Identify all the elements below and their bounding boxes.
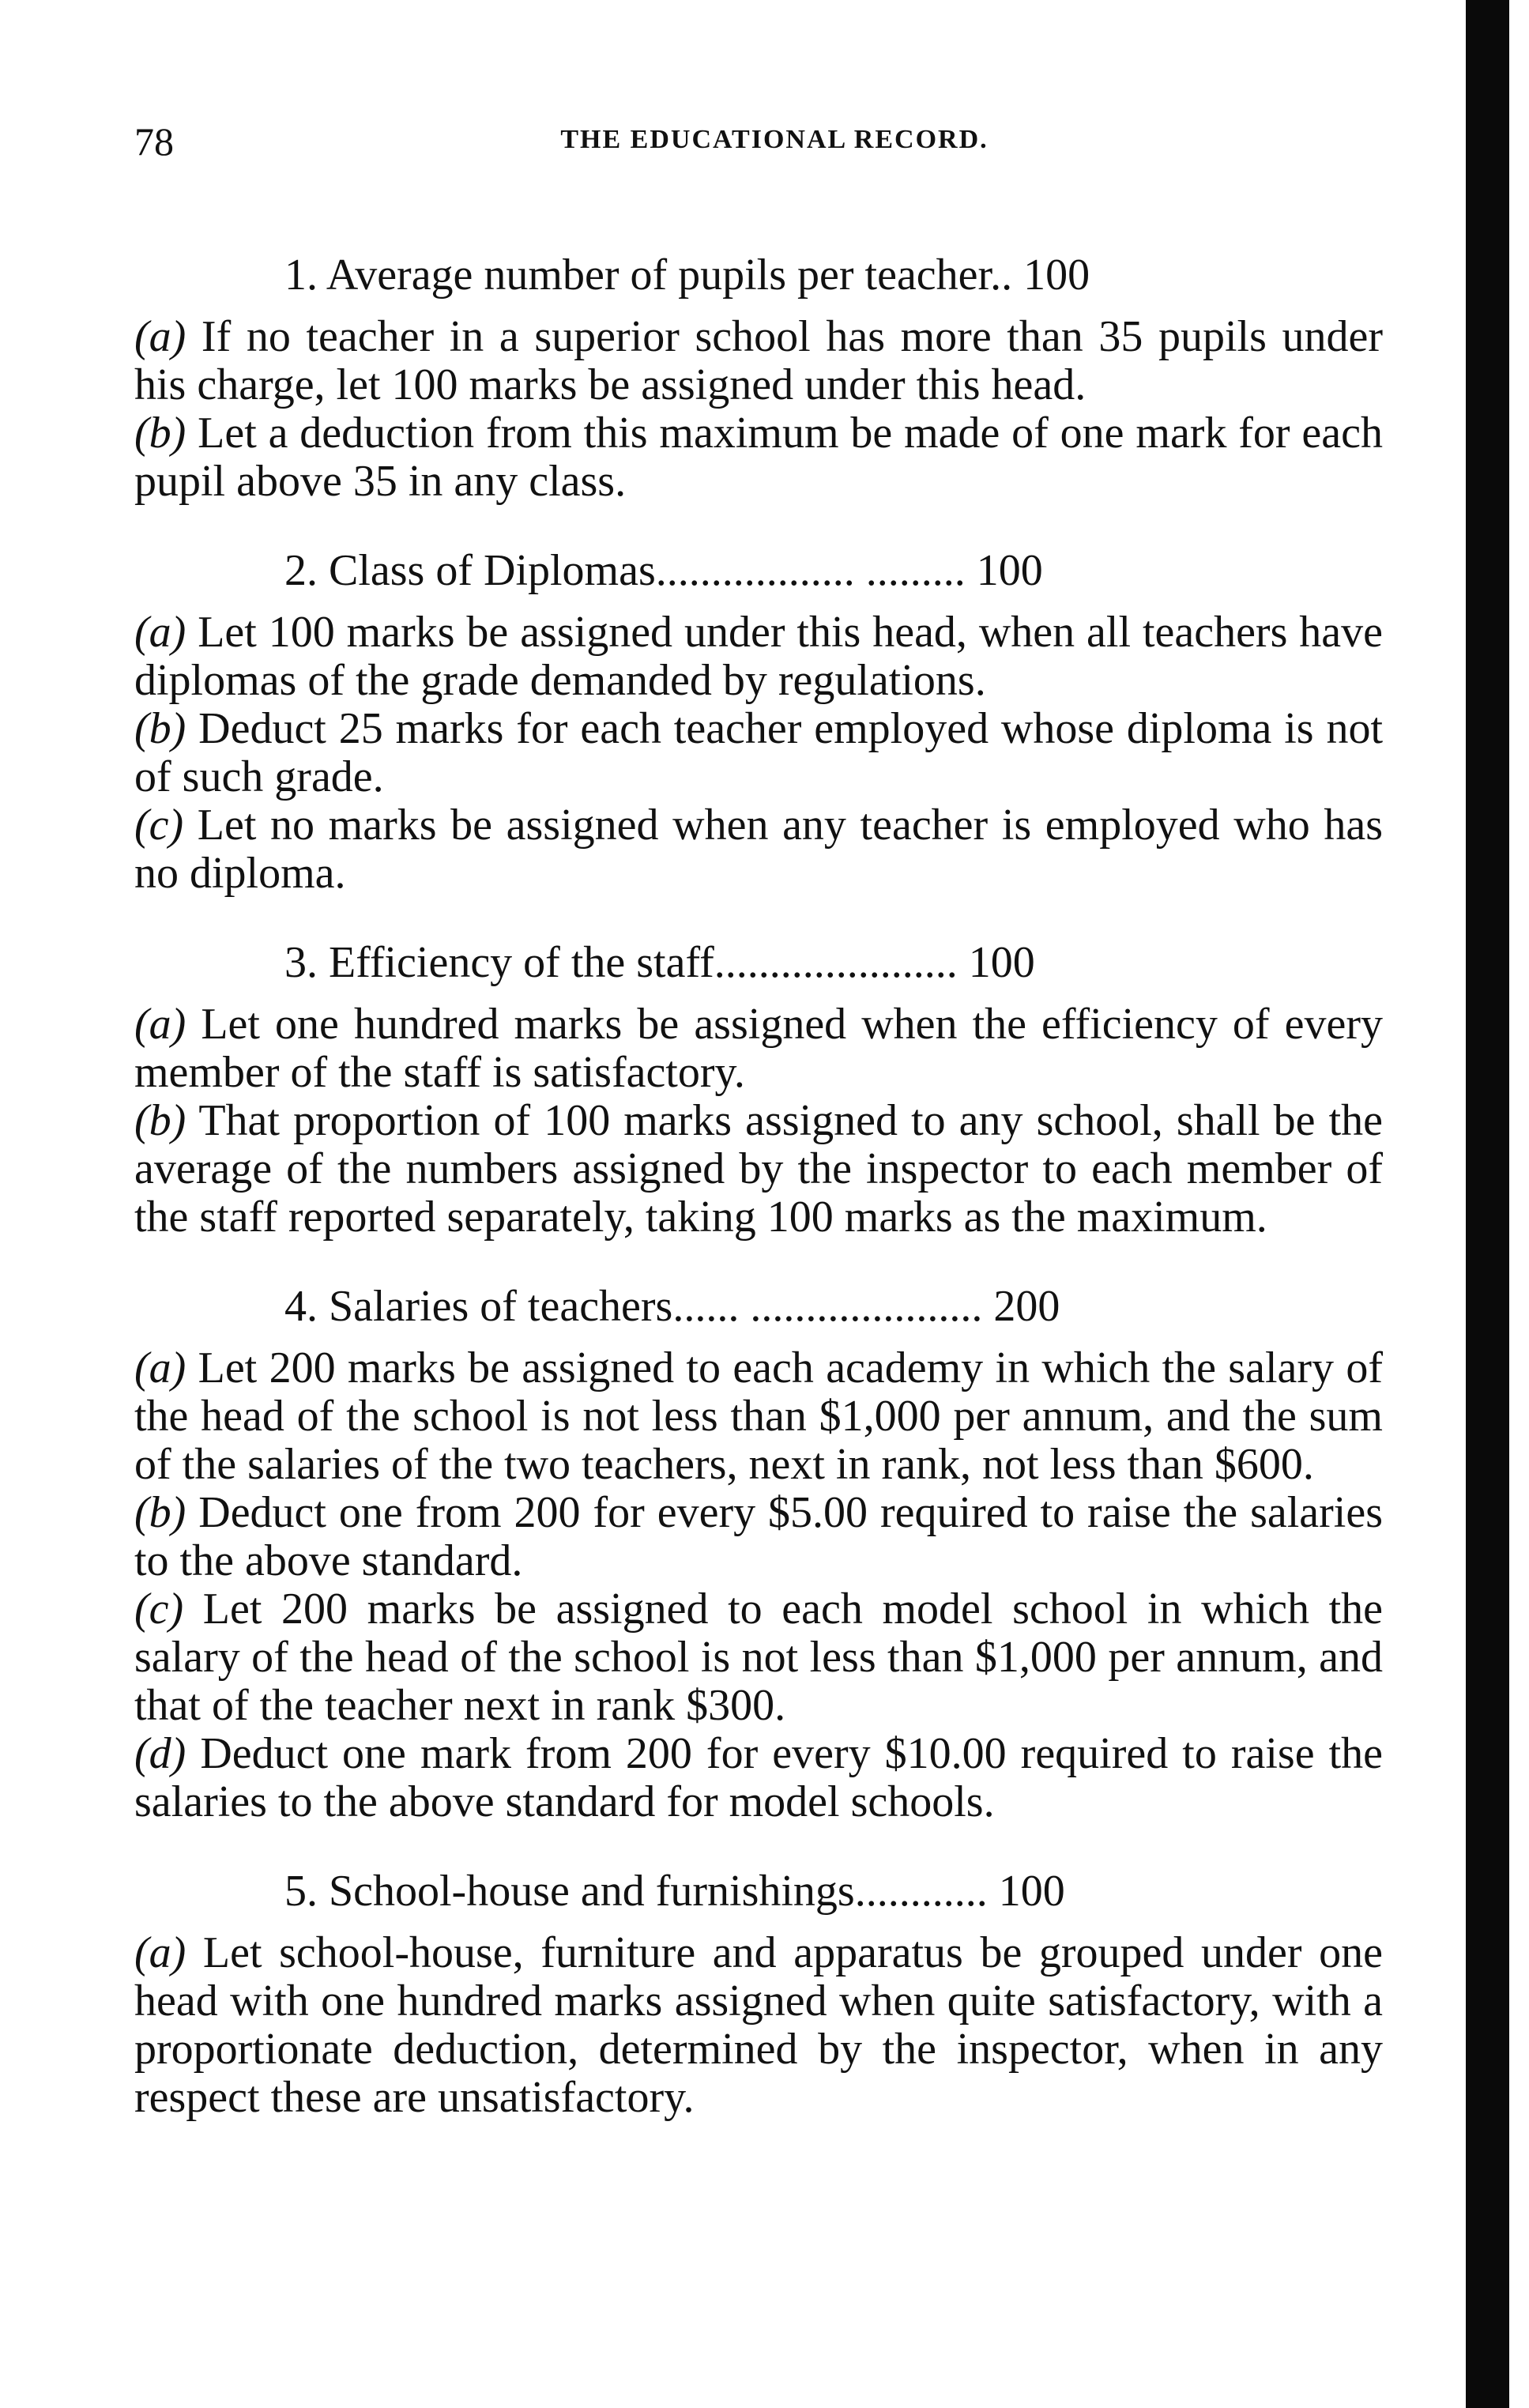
paragraph-text: Deduct one from 200 for every $5.00 required to raise the salaries to the above standard. bbox=[134, 1488, 1383, 1585]
paragraph-text: Let one hundred marks be assigned when the efficiency of every member of the staff is satisfactory. bbox=[134, 1000, 1383, 1097]
paragraph-label: (a) bbox=[134, 312, 186, 361]
paragraph-label: (d) bbox=[134, 1729, 186, 1778]
paragraph bbox=[134, 609, 1383, 705]
section-3 bbox=[134, 937, 1383, 1242]
paragraph bbox=[134, 1929, 1383, 2122]
paragraph bbox=[134, 1730, 1383, 1826]
paragraph-text: Let school-house, furniture and apparatus be grouped under one head with one hundred marks assigned when quite satisfactory, with a proportionate deduction, determined by the inspector, when in any respect these are unsatisfactory. bbox=[134, 1928, 1383, 2122]
paragraph-label: (b) bbox=[134, 1488, 186, 1537]
paragraph bbox=[134, 1097, 1383, 1242]
paragraph-label: (a) bbox=[134, 1000, 186, 1049]
paragraph-text: Let no marks be assigned when any teacher is employed who has no diploma. bbox=[134, 801, 1383, 898]
section-5 bbox=[134, 1866, 1383, 2122]
paragraph-text: Let 200 marks be assigned to each model school in which the salary of the head of the school is not less than $1,000 per annum, and that of the teacher next in rank $300. bbox=[134, 1585, 1383, 1730]
paragraph-text: Let a deduction from this maximum be made of one mark for each pupil above 35 in any class. bbox=[134, 409, 1383, 506]
paragraph-text: If no teacher in a superior school has more than 35 pupils under his charge, let 100 marks be assigned under this head. bbox=[134, 312, 1383, 409]
paragraph-label: (b) bbox=[134, 704, 186, 753]
paragraph-label: (a) bbox=[134, 1343, 186, 1392]
paragraph bbox=[134, 1585, 1383, 1730]
section-heading: 1. Average number of pupils per teacher.. 100 bbox=[284, 251, 1090, 300]
page-number: 78 bbox=[134, 119, 174, 164]
paragraph-text: Let 200 marks be assigned to each academy in which the salary of the head of the school is not less than $1,000 per annum, and the sum of the salaries of the two teachers, next in rank, not less than $600. bbox=[134, 1343, 1383, 1489]
paragraph-label: (b) bbox=[134, 1096, 186, 1145]
paragraph-label: (b) bbox=[134, 409, 186, 458]
scan-edge-bar bbox=[1466, 0, 1509, 2408]
paragraph bbox=[134, 409, 1383, 506]
section-2 bbox=[134, 545, 1383, 898]
paragraph-label: (c) bbox=[134, 801, 184, 850]
paragraph bbox=[134, 705, 1383, 801]
paragraph-label: (a) bbox=[134, 1928, 186, 1977]
section-heading: 4. Salaries of teachers...... ..................... 200 bbox=[284, 1282, 1060, 1331]
running-head bbox=[134, 119, 1383, 182]
paragraph-label: (c) bbox=[134, 1585, 184, 1634]
paragraph-text: Deduct one mark from 200 for every $10.00 required to raise the salaries to the above standard for model schools. bbox=[134, 1729, 1383, 1826]
section-heading: 2. Class of Diplomas.................. ......... 100 bbox=[284, 546, 1043, 595]
paragraph bbox=[134, 313, 1383, 409]
paragraph-text: Deduct 25 marks for each teacher employed whose diploma is not of such grade. bbox=[134, 704, 1383, 801]
section-heading: 3. Efficiency of the staff...................... 100 bbox=[284, 938, 1035, 987]
paragraph bbox=[134, 1344, 1383, 1489]
section-heading: 5. School-house and furnishings............ 100 bbox=[284, 1867, 1065, 1916]
paragraph bbox=[134, 1001, 1383, 1097]
running-title: THE EDUCATIONAL RECORD. bbox=[560, 125, 989, 154]
section-4 bbox=[134, 1281, 1383, 1826]
section-1 bbox=[134, 250, 1383, 506]
paragraph-label: (a) bbox=[134, 608, 186, 657]
page bbox=[134, 119, 1383, 2122]
paragraph bbox=[134, 801, 1383, 898]
paragraph-text: Let 100 marks be assigned under this head, when all teachers have diplomas of the grade demanded by regulations. bbox=[134, 608, 1383, 705]
sections bbox=[134, 250, 1383, 2122]
paragraph-text: That proportion of 100 marks assigned to any school, shall be the average of the numbers assigned by the inspector to each member of the staff reported separately, taking 100 marks as the maximum. bbox=[134, 1096, 1383, 1242]
paragraph bbox=[134, 1489, 1383, 1585]
